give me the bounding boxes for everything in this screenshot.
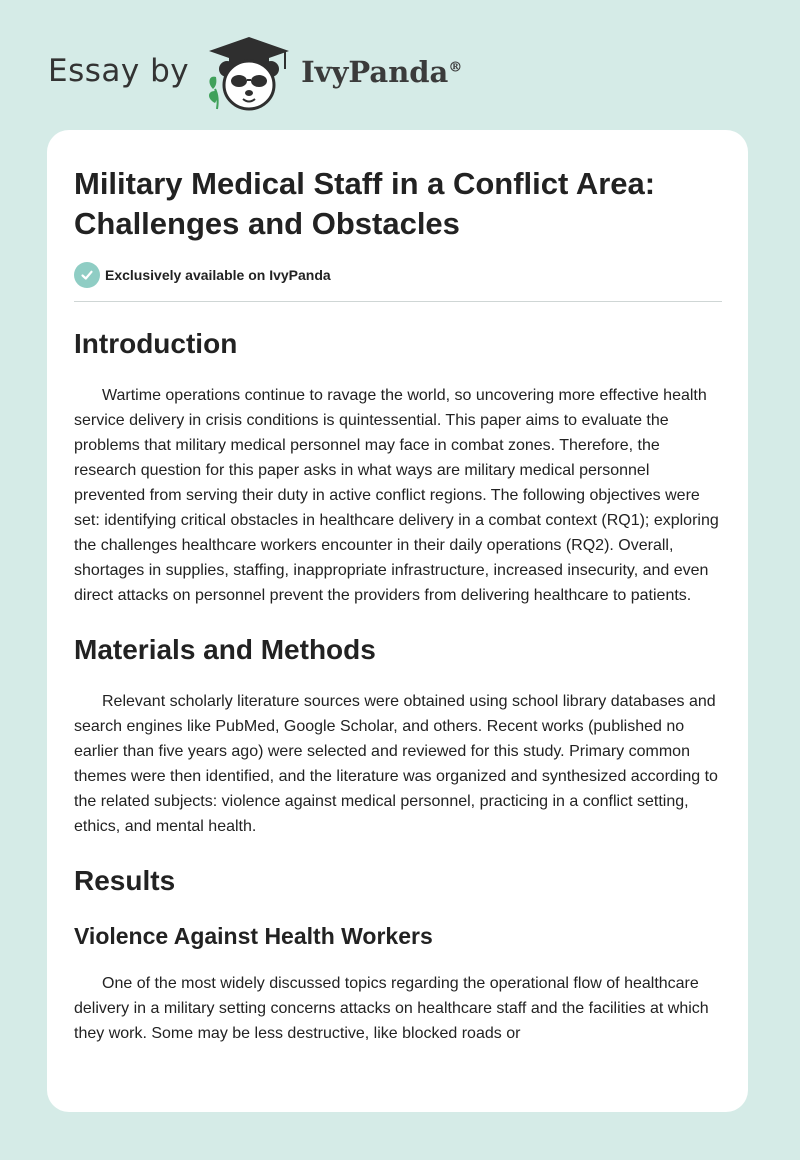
checkmark-icon <box>74 262 100 288</box>
exclusive-badge-label: Exclusively available on IvyPanda <box>105 267 331 283</box>
section-heading-results: Results <box>74 865 176 896</box>
brand-header <box>48 34 462 114</box>
section-heading-introduction: Introduction <box>74 328 238 359</box>
brand-prefix: Essay by <box>48 53 190 89</box>
paragraph-introduction: Wartime operations continue to ravage the world, so uncovering more effective health service delivery in crisis conditions is quintessential. This paper aims to evaluate the problems that military medical personnel may face in combat zones. Therefore, the research question for this paper asks in what ways are military medical personnel prevented from serving their duty in active conflict regions. The following objectives were set: identifying critical obstacles in healthcare delivery in a combat context (RQ1); exploring the challenges healthcare workers encounter in their daily operations (RQ2). Overall, shortages in supplies, staffing, inappropriate infrastructure, increased insecurity, and even direct attacks on personnel prevent the providers from delivering healthcare to patients. <box>74 387 719 604</box>
brand-name: IvyPanda® <box>301 55 463 89</box>
exclusive-badge <box>74 262 722 288</box>
divider <box>74 301 722 302</box>
article-title: Military Medical Staff in a Conflict Area: Challenges and Obstacles <box>74 166 656 241</box>
section-heading-materials-methods: Materials and Methods <box>74 634 376 665</box>
article-card <box>47 130 748 1112</box>
paragraph-materials-methods: Relevant scholarly literature sources were obtained using school library databases and search engines like PubMed, Google Scholar, and others. Recent works (published no earlier than five years ago) were selected and reviewed for this study. Primary common themes were then identified, and the literature was organized and synthesized according to the related subjects: violence against medical personnel, practicing in a conflict setting, ethics, and mental health. <box>74 693 718 835</box>
subsection-heading-violence: Violence Against Health Workers <box>74 923 433 949</box>
panda-graduate-icon <box>203 35 295 113</box>
paragraph-violence: One of the most widely discussed topics regarding the operational flow of healthcare delivery in a military setting concerns attacks on healthcare staff and the facilities at which they work. Some may be less destructive, like blocked roads or <box>74 975 709 1042</box>
